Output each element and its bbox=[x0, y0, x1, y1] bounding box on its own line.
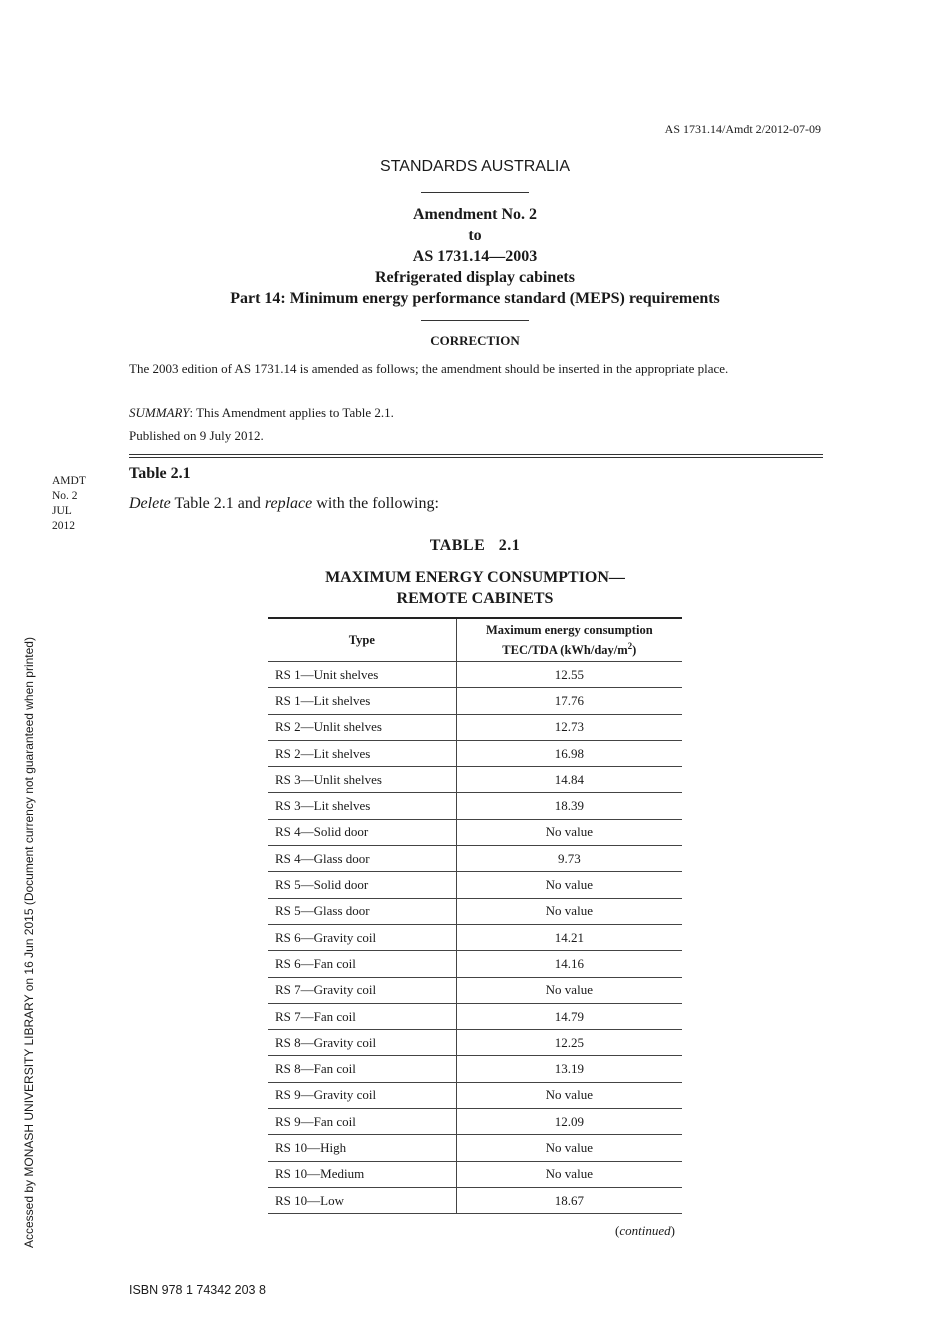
energy-value-cell: 12.73 bbox=[456, 714, 682, 740]
energy-value-cell: 18.39 bbox=[456, 793, 682, 819]
energy-value-cell: 9.73 bbox=[456, 846, 682, 872]
cabinet-type-cell: RS 5—Glass door bbox=[268, 898, 456, 924]
table-title bbox=[0, 567, 950, 609]
table-row bbox=[268, 740, 682, 766]
title-line-standard: AS 1731.14—2003 bbox=[412, 248, 538, 265]
column-header-energy-line2 bbox=[457, 638, 682, 658]
table-row bbox=[268, 951, 682, 977]
organisation-name: STANDARDS AUSTRALIA bbox=[380, 158, 570, 175]
table-header-row bbox=[268, 618, 682, 662]
energy-value-cell: 14.84 bbox=[456, 767, 682, 793]
access-watermark: Accessed by MONASH UNIVERSITY LIBRARY on 16 Jun 2015 (Document currency not guaranteed when printed) bbox=[22, 637, 36, 1248]
delete-word: Delete bbox=[129, 495, 171, 512]
cabinet-type-cell: RS 7—Gravity coil bbox=[268, 977, 456, 1003]
cabinet-type-cell: RS 7—Fan coil bbox=[268, 1003, 456, 1029]
energy-value-cell: No value bbox=[456, 1135, 682, 1161]
cabinet-type-cell: RS 8—Fan coil bbox=[268, 1056, 456, 1082]
cabinet-type-cell: RS 5—Solid door bbox=[268, 872, 456, 898]
cabinet-type-cell: RS 10—Medium bbox=[268, 1161, 456, 1187]
energy-value-cell: No value bbox=[456, 872, 682, 898]
cabinet-type-cell: RS 1—Unit shelves bbox=[268, 662, 456, 688]
margin-note-line: JUL bbox=[52, 505, 72, 517]
column-header-type: Type bbox=[268, 618, 456, 662]
amendment-margin-note bbox=[52, 474, 86, 534]
published-date: Published on 9 July 2012. bbox=[129, 428, 264, 443]
energy-value-cell: 14.16 bbox=[456, 951, 682, 977]
cabinet-type-cell: RS 2—Lit shelves bbox=[268, 740, 456, 766]
margin-note-line: AMDT bbox=[52, 475, 86, 487]
energy-value-cell: No value bbox=[456, 1161, 682, 1187]
amendment-title bbox=[0, 204, 950, 309]
table-title-line: MAXIMUM ENERGY CONSUMPTION— bbox=[325, 569, 625, 586]
energy-value-cell: 18.67 bbox=[456, 1187, 682, 1213]
energy-consumption-table bbox=[268, 617, 682, 1214]
correction-label: CORRECTION bbox=[430, 333, 520, 348]
column-header-energy bbox=[456, 618, 682, 662]
table-row bbox=[268, 1082, 682, 1108]
table-row bbox=[268, 1135, 682, 1161]
replace-word: replace bbox=[264, 495, 313, 512]
cabinet-type-cell: RS 2—Unlit shelves bbox=[268, 714, 456, 740]
table-row bbox=[268, 924, 682, 950]
table-row bbox=[268, 688, 682, 714]
cabinet-type-cell: RS 6—Gravity coil bbox=[268, 924, 456, 950]
summary-paragraph bbox=[129, 404, 821, 421]
column-header-superscript: 2 bbox=[627, 640, 633, 651]
margin-note-line: 2012 bbox=[52, 520, 75, 532]
energy-value-cell: 12.25 bbox=[456, 1030, 682, 1056]
cabinet-type-cell: RS 9—Fan coil bbox=[268, 1109, 456, 1135]
margin-note-line: No. 2 bbox=[52, 490, 78, 502]
title-line-to: to bbox=[468, 227, 482, 244]
energy-value-cell: No value bbox=[456, 1082, 682, 1108]
instruction-text: Table 2.1 and bbox=[170, 495, 265, 512]
document-reference: AS 1731.14/Amdt 2/2012-07-09 bbox=[664, 122, 821, 136]
summary-text: : This Amendment applies to Table 2.1. bbox=[189, 405, 394, 420]
energy-value-cell: No value bbox=[456, 977, 682, 1003]
title-line-part: Part 14: Minimum energy performance standard (MEPS) requirements bbox=[230, 290, 720, 307]
energy-value-cell: 14.21 bbox=[456, 924, 682, 950]
table-row bbox=[268, 662, 682, 688]
summary-label: SUMMARY bbox=[129, 405, 190, 420]
energy-value-cell: No value bbox=[456, 898, 682, 924]
title-line-amendment: Amendment No. 2 bbox=[413, 206, 537, 223]
energy-value-cell: 16.98 bbox=[456, 740, 682, 766]
table-title-line: REMOTE CABINETS bbox=[396, 590, 554, 607]
amendment-heading: Table 2.1 bbox=[129, 465, 191, 482]
intro-paragraph: The 2003 edition of AS 1731.14 is amended as follows; the amendment should be inserted in the appropriate place. bbox=[129, 361, 729, 376]
table-body bbox=[268, 662, 682, 1214]
cabinet-type-cell: RS 8—Gravity coil bbox=[268, 1030, 456, 1056]
amendment-instruction bbox=[129, 495, 439, 513]
table-row bbox=[268, 1161, 682, 1187]
cabinet-type-cell: RS 4—Glass door bbox=[268, 846, 456, 872]
cabinet-type-cell: RS 4—Solid door bbox=[268, 819, 456, 845]
energy-value-cell: 12.09 bbox=[456, 1109, 682, 1135]
cabinet-type-cell: RS 1—Lit shelves bbox=[268, 688, 456, 714]
table-row bbox=[268, 819, 682, 845]
table-row bbox=[268, 767, 682, 793]
table-row bbox=[268, 1030, 682, 1056]
table-row bbox=[268, 1187, 682, 1213]
energy-value-cell: 14.79 bbox=[456, 1003, 682, 1029]
table-row bbox=[268, 898, 682, 924]
cabinet-type-cell: RS 10—High bbox=[268, 1135, 456, 1161]
energy-value-cell: 12.55 bbox=[456, 662, 682, 688]
column-header-energy-line1: Maximum energy consumption bbox=[485, 622, 653, 637]
table-row bbox=[268, 977, 682, 1003]
continued-label: continued bbox=[619, 1223, 671, 1238]
column-header-unit: TEC/TDA (kWh/day/m bbox=[502, 643, 628, 658]
table-row bbox=[268, 793, 682, 819]
table-row bbox=[268, 1003, 682, 1029]
table-row bbox=[268, 846, 682, 872]
cabinet-type-cell: RS 6—Fan coil bbox=[268, 951, 456, 977]
instruction-text-end: with the following: bbox=[312, 495, 439, 512]
continued-note: (continued) bbox=[615, 1223, 675, 1238]
table-row bbox=[268, 714, 682, 740]
title-divider-bottom bbox=[421, 320, 529, 321]
energy-value-cell: 13.19 bbox=[456, 1056, 682, 1082]
cabinet-type-cell: RS 9—Gravity coil bbox=[268, 1082, 456, 1108]
section-double-rule bbox=[129, 454, 823, 458]
cabinet-type-cell: RS 10—Low bbox=[268, 1187, 456, 1213]
table-row bbox=[268, 1056, 682, 1082]
table-number: TABLE 2.1 bbox=[429, 537, 521, 554]
table-row bbox=[268, 872, 682, 898]
isbn: ISBN 978 1 74342 203 8 bbox=[129, 1283, 266, 1297]
title-divider-top bbox=[421, 192, 529, 193]
title-line-subject: Refrigerated display cabinets bbox=[375, 269, 575, 286]
table-row bbox=[268, 1109, 682, 1135]
column-header-unit-end: ) bbox=[632, 643, 637, 658]
cabinet-type-cell: RS 3—Lit shelves bbox=[268, 793, 456, 819]
cabinet-type-cell: RS 3—Unlit shelves bbox=[268, 767, 456, 793]
energy-value-cell: No value bbox=[456, 819, 682, 845]
energy-value-cell: 17.76 bbox=[456, 688, 682, 714]
